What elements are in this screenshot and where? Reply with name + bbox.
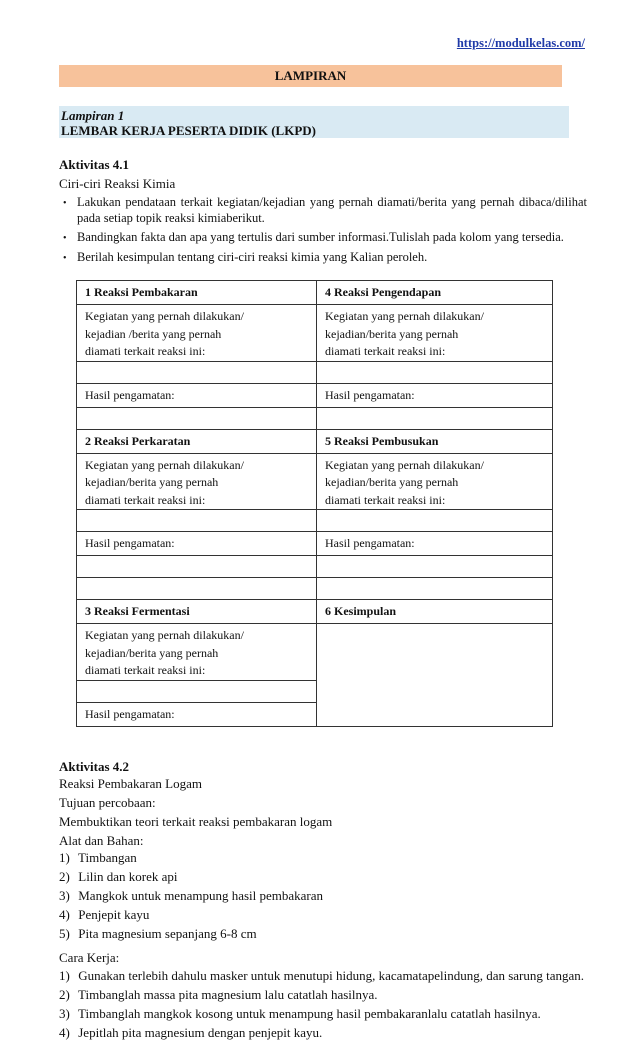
kegiatan-cell: Kegiatan yang pernah dilakukan/ kejadian/berita yang pernah diamati terkait reaksi ini:	[77, 624, 317, 681]
text-line: Tujuan percobaan:	[59, 795, 156, 810]
cara-kerja-list	[59, 968, 584, 1044]
bullet-icon: •	[63, 233, 67, 244]
instruction-item: • Berilah kesimpulan tentang ciri-ciri reaksi kimia yang Kalian peroleh.	[59, 250, 587, 266]
reaksi-pengendapan-header: 4 Reaksi Pengendapan	[317, 281, 553, 305]
kesimpulan-header: 6 Kesimpulan	[317, 600, 553, 624]
list-item: 3) Timbanglah mangkok kosong untuk menampung hasil pembakaranlalu catatlah hasilnya.	[59, 1006, 541, 1021]
list-item: 2) Timbanglah massa pita magnesium lalu catatlah hasilnya.	[59, 987, 378, 1002]
answer-cell[interactable]	[77, 680, 317, 702]
instruction-item: • Lakukan pendataan terkait kegiatan/kejadian yang pernah diamati/berita yang pernah dibaca/dilihat pada setiap topik reaksi kimiaberikut.	[63, 195, 587, 225]
answer-cell[interactable]	[317, 361, 553, 383]
answer-cell[interactable]	[317, 407, 553, 429]
alat-bahan-list	[59, 850, 323, 945]
cara-kerja-title: Cara Kerja:	[59, 950, 120, 965]
lampiran-heading: LAMPIRAN	[59, 65, 562, 87]
lkpd-title: LEMBAR KERJA PESERTA DIDIK (LKPD)	[61, 123, 316, 138]
bullet-icon: •	[63, 252, 67, 264]
instruction-item: • Bandingkan fakta dan apa yang tertulis dari sumber informasi.Tulislah pada kolom yang tersedia.	[59, 230, 587, 246]
list-item: 1) Gunakan terlebih dahulu masker untuk menutupi hidung, kacamatapelindung, dan sarung tangan.	[59, 968, 585, 983]
instruction-list	[59, 195, 587, 269]
list-item: 2) Lilin dan korek api	[59, 869, 178, 884]
answer-cell[interactable]	[77, 556, 317, 578]
lampiran-1-label: Lampiran 1	[61, 108, 125, 123]
kegiatan-cell: Kegiatan yang pernah dilakukan/ kejadian /berita yang pernah diamati terkait reaksi ini:	[77, 305, 317, 362]
reaksi-pembusukan-header: 5 Reaksi Pembusukan	[317, 429, 553, 453]
hasil-pengamatan-cell: Hasil pengamatan:	[317, 383, 553, 407]
hasil-pengamatan-cell: Hasil pengamatan:	[77, 383, 317, 407]
aktivitas-4-2-intro	[59, 776, 332, 852]
answer-cell[interactable]	[317, 510, 553, 532]
list-item: 4) Penjepit kayu	[59, 907, 150, 922]
answer-cell[interactable]	[317, 556, 553, 578]
hasil-pengamatan-cell: Hasil pengamatan:	[77, 532, 317, 556]
reaksi-perkaratan-header: 2 Reaksi Perkaratan	[77, 429, 317, 453]
text-line: Reaksi Pembakaran Logam	[59, 776, 202, 791]
text-line: Membuktikan teori terkait reaksi pembakaran logam	[59, 814, 333, 829]
lkpd-heading-band	[59, 106, 569, 138]
aktivitas-4-1-subtitle: Ciri-ciri Reaksi Kimia	[59, 176, 176, 191]
answer-cell[interactable]	[77, 361, 317, 383]
kegiatan-cell: Kegiatan yang pernah dilakukan/ kejadian/berita yang pernah diamati terkait reaksi ini:	[317, 453, 553, 510]
list-item: 3) Mangkok untuk menampung hasil pembakaran	[59, 888, 324, 903]
answer-cell[interactable]	[317, 578, 553, 600]
lkpd-worksheet-table	[76, 280, 553, 727]
reaksi-pembakaran-header: 1 Reaksi Pembakaran	[77, 281, 317, 305]
kegiatan-cell: Kegiatan yang pernah dilakukan/ kejadian/berita yang pernah diamati terkait reaksi ini:	[317, 305, 553, 362]
answer-cell[interactable]	[77, 407, 317, 429]
bullet-icon: •	[63, 198, 67, 209]
list-item: 4) Jepitlah pita magnesium dengan penjepit kayu.	[59, 1025, 323, 1040]
aktivitas-4-2-title: Aktivitas 4.2	[59, 759, 130, 774]
hasil-pengamatan-cell: Hasil pengamatan:	[317, 532, 553, 556]
source-url-link[interactable]: https://modulkelas.com/	[456, 36, 585, 50]
answer-cell[interactable]	[77, 578, 317, 600]
answer-cell[interactable]	[77, 510, 317, 532]
text-line: Alat dan Bahan:	[59, 833, 144, 848]
hasil-pengamatan-cell: Hasil pengamatan:	[77, 702, 317, 726]
list-item: 1) Timbangan	[59, 850, 137, 865]
kegiatan-cell: Kegiatan yang pernah dilakukan/ kejadian/berita yang pernah diamati terkait reaksi ini:	[77, 453, 317, 510]
aktivitas-4-1-title: Aktivitas 4.1	[59, 157, 130, 172]
kesimpulan-answer-cell[interactable]	[317, 624, 553, 727]
list-item: 5) Pita magnesium sepanjang 6-8 cm	[59, 926, 257, 941]
reaksi-fermentasi-header: 3 Reaksi Fermentasi	[77, 600, 317, 624]
